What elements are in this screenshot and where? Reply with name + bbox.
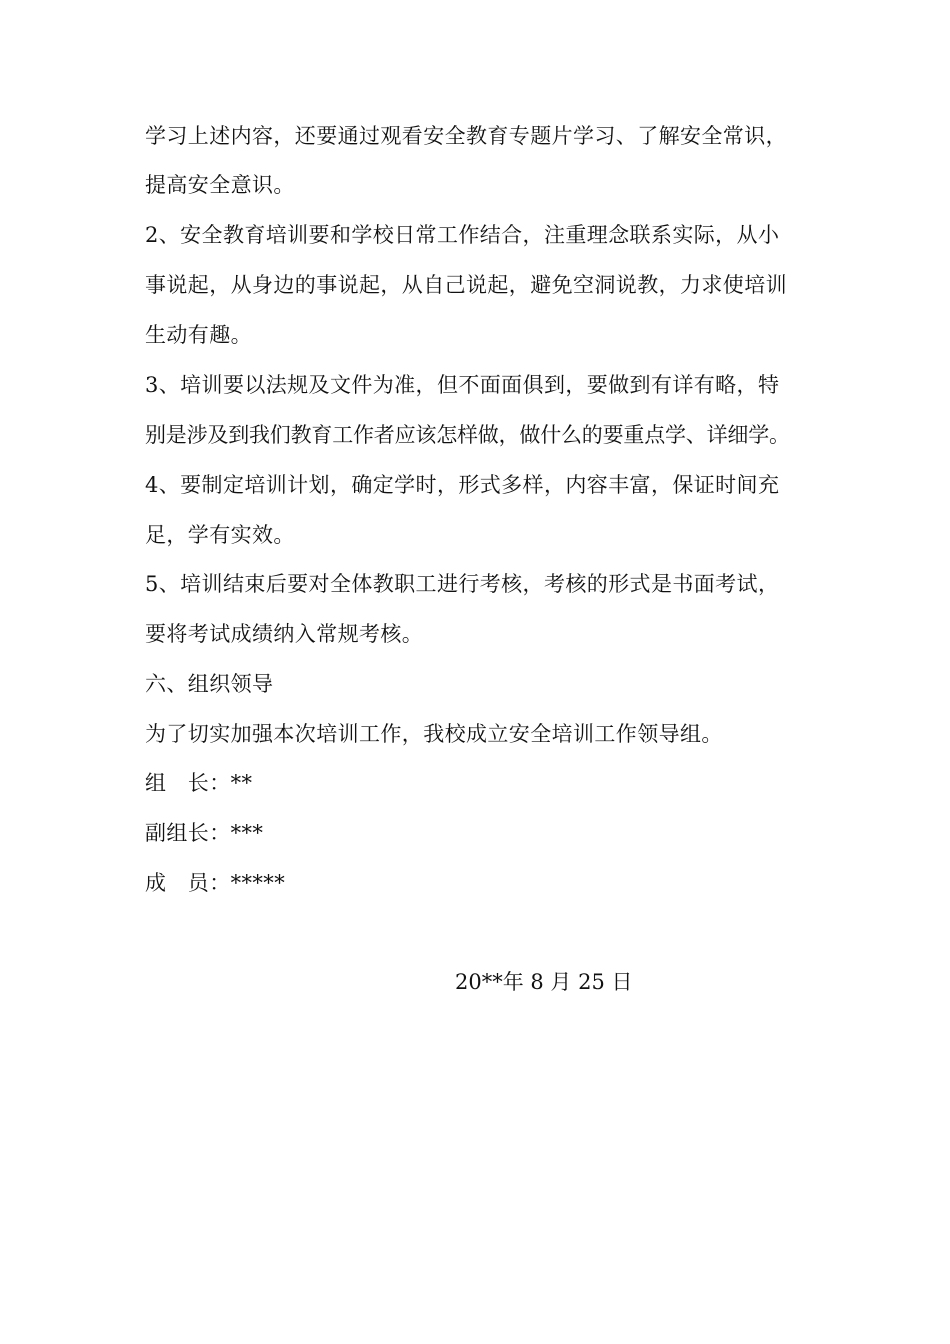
paragraph-line: 生动有趣。 (145, 323, 252, 347)
paragraph-line: 为了切实加强本次培训工作，我校成立安全培训工作领导组。 (145, 722, 723, 746)
team-leader-line: 组 长：** (145, 771, 253, 795)
paragraph-line: 提高安全意识。 (145, 173, 295, 197)
paragraph-line: 别是涉及到我们教育工作者应该怎样做，做什么的要重点学、详细学。 (145, 423, 790, 447)
deputy-leader-line: 副组长：*** (145, 821, 264, 845)
paragraph-line: 5、培训结束后要对全体教职工进行考核，考核的形式是书面考试， (145, 572, 780, 596)
paragraph-line: 学习上述内容，还要通过观看安全教育专题片学习、了解安全常识， (145, 124, 787, 148)
paragraph-line: 事说起，从身边的事说起，从自己说起，避免空洞说教，力求使培训 (145, 273, 787, 297)
paragraph-line: 足，学有实效。 (145, 523, 295, 547)
document-date: 20**年 8 月 25 日 (455, 970, 633, 994)
paragraph-line: 要将考试成绩纳入常规考核。 (145, 622, 424, 646)
paragraph-line: 3、培训要以法规及文件为准，但不面面俱到，要做到有详有略，特 (145, 373, 780, 397)
section-heading: 六、组织领导 (145, 672, 274, 696)
paragraph-line: 4、要制定培训计划，确定学时，形式多样，内容丰富，保证时间充 (145, 473, 780, 497)
paragraph-line: 2、安全教育培训要和学校日常工作结合，注重理念联系实际，从小 (145, 223, 780, 247)
team-members-line: 成 员：***** (145, 871, 286, 895)
